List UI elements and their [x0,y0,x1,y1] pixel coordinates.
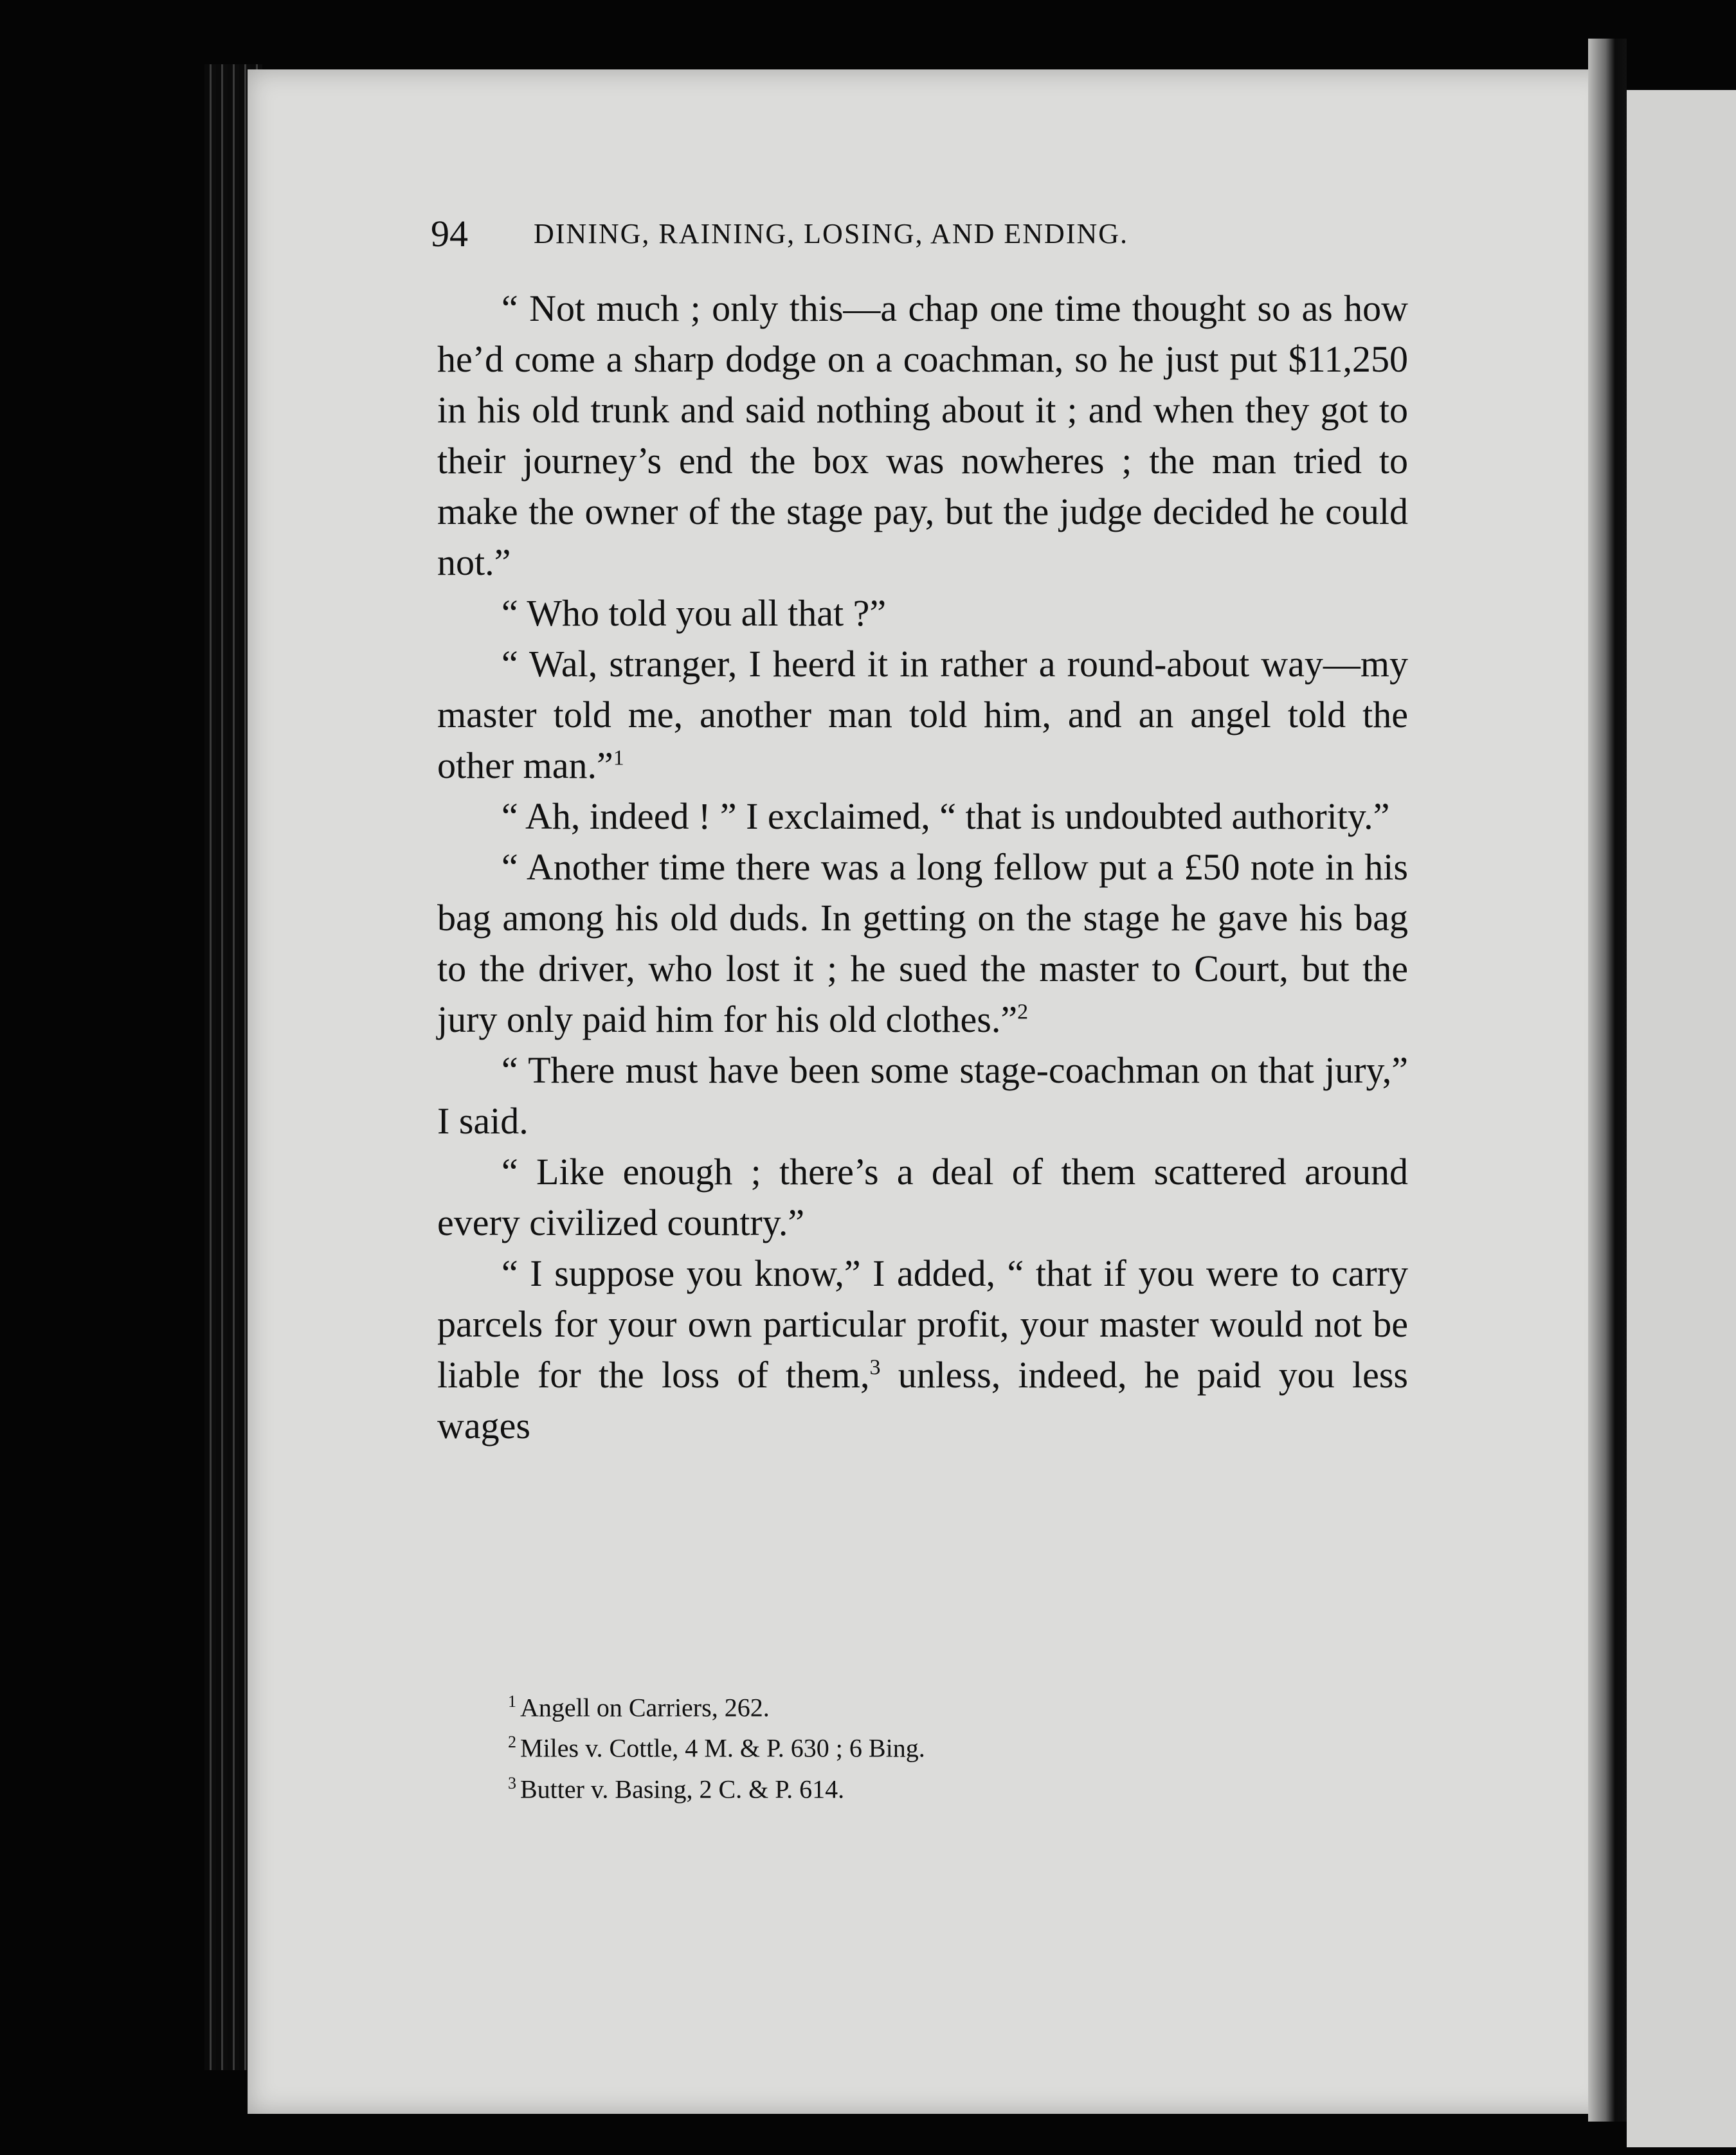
paragraph: “ Who told you all that ?” [502,592,887,634]
page-gutter-shadow [1588,39,1627,2122]
body-text [437,283,1408,1451]
paragraph: “ Like enough ; there’s a deal of them scattered around every civilized country.” [437,1151,1408,1243]
footnote-reference: 1 [613,746,624,770]
paragraph: “ Ah, indeed ! ” I exclaimed, “ that is undoubted authority.” [502,795,1390,837]
paragraph: “ There must have been some stage-coachman on that jury,” I said. [437,1049,1408,1142]
footnote: $^3$ Butter v. Basing, 2 C. & P. 614. [508,1773,845,1803]
page-number: 94 [431,213,468,255]
footnote: $^1$ Angell on Carriers, 262. [508,1692,770,1722]
chapter-title: DINING, RAINING, LOSING, AND ENDING. [534,218,1129,249]
paragraph: “ Not much ; only this—a chap one time thought so as how he’d come a sharp dodge on a coachman, so he just put $11,250 in his old trunk and said nothing about it ; and when they got to their journey’s end the box was nowheres ; the man tried to make the owner of the stage pay, but the judge decided he could not.” [437,287,1408,583]
paragraph: “ Another time there was a long fellow put a £50 note in his bag among his old duds. In getting on the stage he gave his bag to the driver, who lost it ; he sued the master to Court, but the jury only paid him for his old clothes.”$^2$ [437,846,1408,1040]
running-head [431,212,1318,264]
footnotes [508,1684,1279,1807]
paragraph: “ Wal, stranger, I heerd it in rather a round-about way—my master told me, another man told him, and an angel told the other man.”$^1$ [437,643,1408,786]
facing-page-edge [1627,90,1736,2147]
footnote: $^2$ Miles v. Cottle, 4 M. & P. 630 ; 6 Bing. [508,1733,925,1763]
paragraph: “ I suppose you know,” I added, “ that if you were to carry parcels for your own particular profit, your master would not be liable for the loss of them,$^3$ unless, indeed, he paid you less wages [437,1252,1408,1447]
footnote-reference: 2 [1017,1000,1029,1024]
footnote-reference: 3 [869,1355,881,1380]
